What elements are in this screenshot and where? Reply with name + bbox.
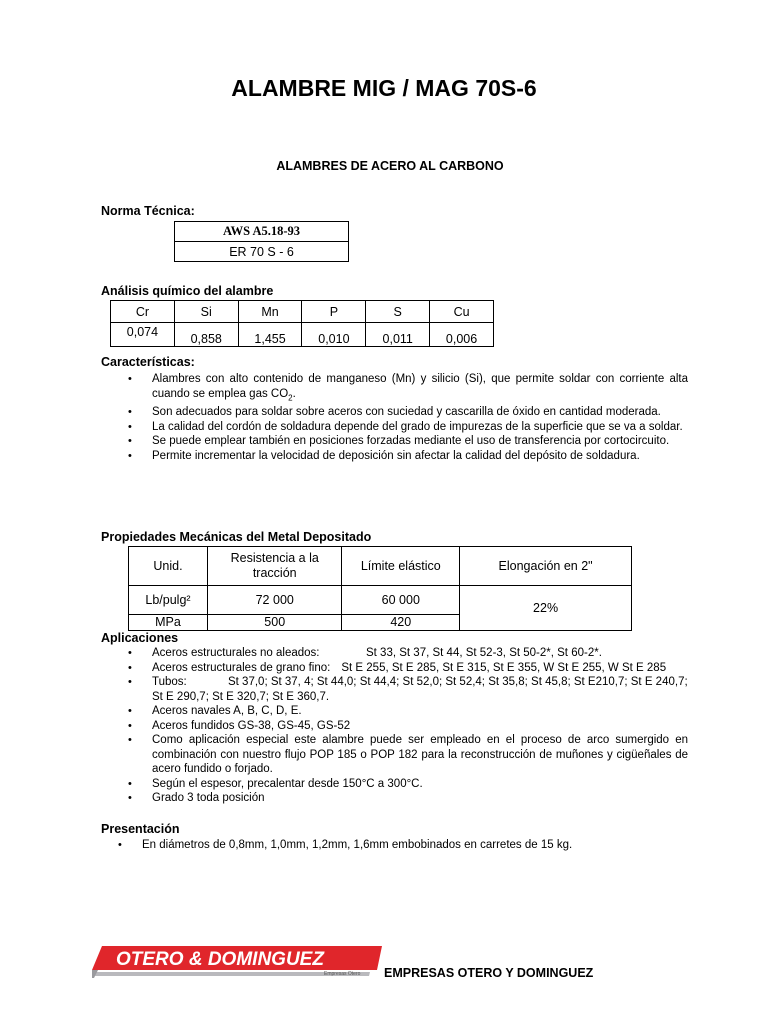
list-item: • La calidad del cordón de soldadura depende del grado de impurezas de la superficie que se va a soldar. bbox=[128, 420, 688, 435]
list-item: • Son adecuados para soldar sobre aceros con suciedad y cascarilla de óxido en cantidad moderada. bbox=[128, 405, 688, 420]
chem-heading: Análisis químico del alambre bbox=[101, 284, 274, 298]
norma-cell-standard: AWS A5.18-93 bbox=[175, 222, 349, 242]
caracteristicas-heading: Características: bbox=[101, 355, 195, 369]
chem-value-p: 0,010 bbox=[302, 323, 366, 347]
mech-header-resistance: Resistencia a la tracción bbox=[207, 547, 341, 586]
norma-cell-class: ER 70 S - 6 bbox=[175, 242, 349, 262]
list-item: • Aceros navales A, B, C, D, E. bbox=[128, 704, 688, 719]
list-item: • Aceros fundidos GS-38, GS-45, GS-52 bbox=[128, 719, 688, 734]
chem-header-cu: Cu bbox=[430, 301, 494, 323]
chem-value-cu: 0,006 bbox=[430, 323, 494, 347]
document-subtitle: ALAMBRES DE ACERO AL CARBONO bbox=[276, 159, 504, 173]
mecanicas-table bbox=[128, 546, 632, 631]
document-title: ALAMBRE MIG / MAG 70S-6 bbox=[231, 75, 537, 101]
mech-yield-metric: 420 bbox=[342, 615, 460, 631]
aplicaciones-list bbox=[128, 646, 688, 806]
mech-header-elongation: Elongación en 2" bbox=[460, 547, 632, 586]
footer-company: EMPRESAS OTERO Y DOMINGUEZ bbox=[384, 966, 594, 980]
logo-name: OTERO & DOMINGUEZ bbox=[116, 949, 324, 970]
company-logo bbox=[92, 946, 382, 978]
list-item: • Según el espesor, precalentar desde 150°C a 300°C. bbox=[128, 777, 688, 792]
chem-value-mn: 1,455 bbox=[238, 323, 302, 347]
list-item: • En diámetros de 0,8mm, 1,0mm, 1,2mm, 1,6mm embobinados en carretes de 15 kg. bbox=[118, 838, 698, 853]
mecanicas-heading: Propiedades Mecánicas del Metal Depositado bbox=[101, 530, 372, 544]
chem-header-p: P bbox=[302, 301, 366, 323]
presentacion-list bbox=[118, 838, 698, 853]
logo-tag: Empresas Otero bbox=[324, 971, 361, 977]
mech-resistance-imperial: 72 000 bbox=[207, 586, 341, 615]
norma-table bbox=[174, 221, 349, 262]
list-item: • Aceros estructurales de grano fino: St E 255, St E 285, St E 315, St E 355, W St E 255, W St E 285 bbox=[128, 661, 688, 676]
chem-header-mn: Mn bbox=[238, 301, 302, 323]
list-item: • Alambres con alto contenido de manganeso (Mn) y silicio (Si), que permite soldar con corriente alta cuando se emplea gas $CO_2$. bbox=[128, 372, 688, 405]
list-item: • Tubos: St 37,0; St 37, 4; St 44,0; St 44,4; St 52,0; St 52,4; St 35,8; St 45,8; St E210,7; St E 240,7; St E 290,7; St E 320,7; St E 360,7. bbox=[128, 675, 688, 704]
chem-value-si: 0,858 bbox=[174, 323, 238, 347]
mech-unit-imperial: Lb/pulg² bbox=[129, 586, 208, 615]
list-item: • Permite incrementar la velocidad de deposición sin afectar la calidad del depósito de soldadura. bbox=[128, 449, 688, 464]
list-item: • Se puede emplear también en posiciones forzadas mediante el uso de transferencia por cortocircuito. bbox=[128, 434, 688, 449]
chem-value-s: 0,011 bbox=[366, 323, 430, 347]
chem-value-cr: 0,074 bbox=[111, 323, 175, 347]
list-item: • Como aplicación especial este alambre puede ser empleado en el proceso de arco sumergido en combinación con nuestro flujo POP 185 o POP 182 para la reconstrucción de muñones y cigüeñales de acero fundido o forjado. bbox=[128, 733, 688, 777]
caracteristicas-list bbox=[128, 372, 688, 463]
mech-header-unit: Unid. bbox=[129, 547, 208, 586]
chem-header-si: Si bbox=[174, 301, 238, 323]
mech-elongation-value: 22% bbox=[460, 586, 632, 631]
mech-resistance-metric: 500 bbox=[207, 615, 341, 631]
mech-yield-imperial: 60 000 bbox=[342, 586, 460, 615]
list-item: • Aceros estructurales no aleados: St 33, St 37, St 44, St 52-3, St 50-2*, St 60-2*. bbox=[128, 646, 688, 661]
norma-heading: Norma Técnica: bbox=[101, 204, 195, 218]
chem-table bbox=[110, 300, 494, 347]
chem-header-cr: Cr bbox=[111, 301, 175, 323]
list-item: • Grado 3 toda posición bbox=[128, 791, 688, 806]
chem-header-s: S bbox=[366, 301, 430, 323]
aplicaciones-heading: Aplicaciones bbox=[101, 631, 179, 645]
presentacion-heading: Presentación bbox=[101, 822, 180, 836]
mech-header-yield: Límite elástico bbox=[342, 547, 460, 586]
mech-unit-metric: MPa bbox=[129, 615, 208, 631]
